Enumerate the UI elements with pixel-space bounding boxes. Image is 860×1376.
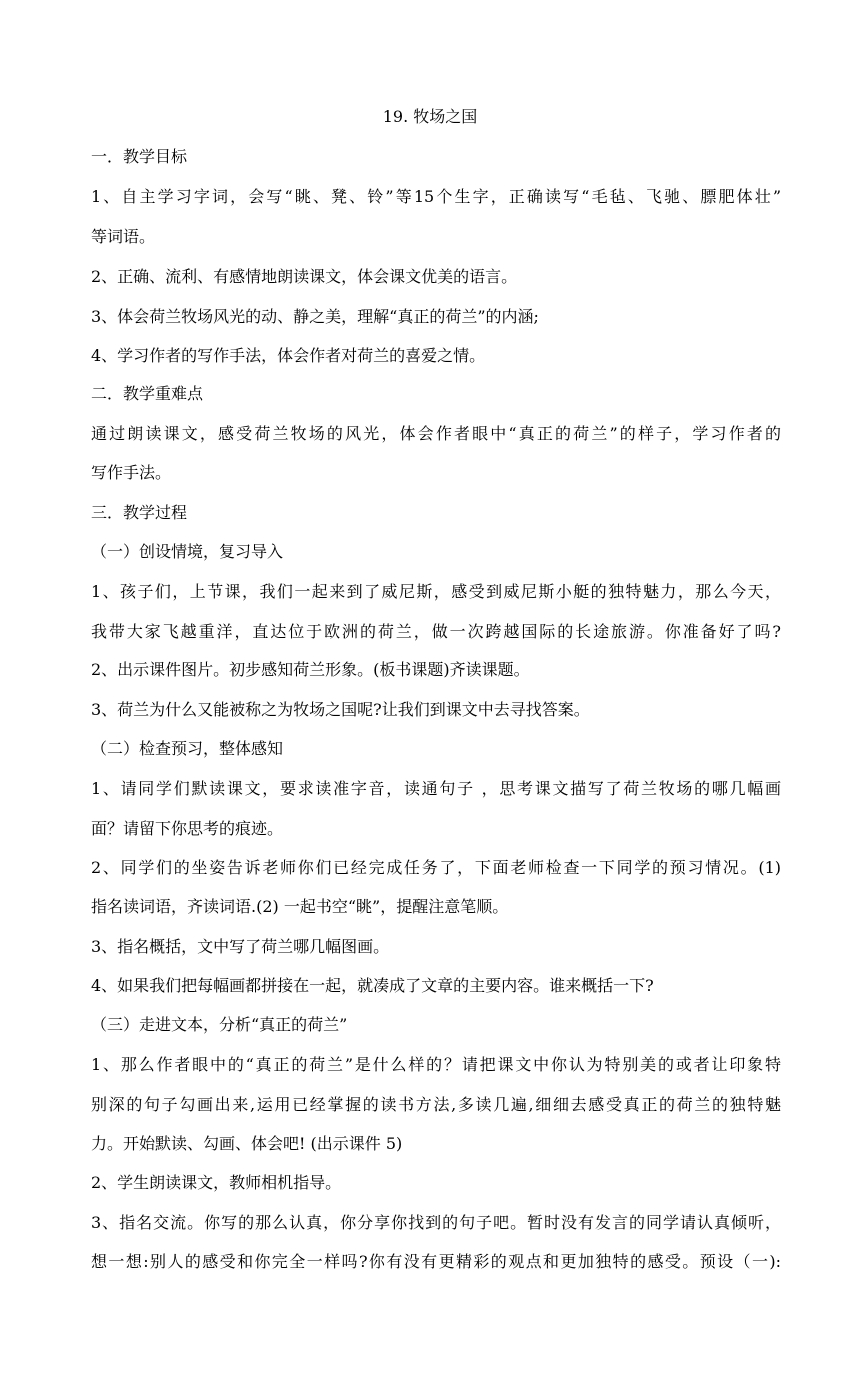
paragraph-line: 我带大家飞越重洋，直达位于欧洲的荷兰，做一次跨越国际的长途旅游。你准备好了吗? (91, 622, 781, 641)
paragraph-line: 1、孩子们，上节课，我们一起来到了威尼斯，感受到威尼斯小艇的独特魅力，那么今天， (91, 582, 781, 601)
paragraph-line: 力。开始默读、勾画、体会吧! (出示课件 5) (91, 1134, 403, 1153)
section-heading: 一．教学目标 (91, 147, 188, 166)
paragraph-line: 1、那么作者眼中的“真正的荷兰”是什么样的？请把课文中你认为特别美的或者让印象特 (91, 1055, 781, 1074)
paragraph-line: 通过朗读课文，感受荷兰牧场的风光，体会作者眼中“真正的荷兰”的样子，学习作者的 (91, 424, 781, 443)
paragraph-line: 3、荷兰为什么又能被称之为牧场之国呢?让我们到课文中去寻找答案。 (91, 700, 590, 719)
section-heading: 三．教学过程 (91, 503, 188, 522)
page-title: 19. 牧场之国 (382, 107, 478, 126)
paragraph-line: 2、同学们的坐姿告诉老师你们已经完成任务了，下面老师检查一下同学的预习情况。(1) (91, 858, 781, 877)
paragraph-line: 2、出示课件图片。初步感知荷兰形象。(板书课题)齐读课题。 (91, 660, 530, 679)
paragraph-line: 写作手法。 (91, 463, 172, 482)
paragraph-line: 面？请留下你思考的痕迹。 (91, 819, 284, 838)
paragraph-line: 指名读词语，齐读词语.(2) 一起书空“眺”，提醒注意笔顺。 (91, 897, 509, 916)
section-heading: 二．教学重难点 (91, 384, 204, 403)
paragraph-line: 3、体会荷兰牧场风光的动、静之美，理解“真正的荷兰”的内涵; (91, 307, 539, 326)
paragraph-line: 等词语。 (91, 227, 156, 246)
paragraph-line: 3、指名交流。你写的那么认真，你分享你找到的句子吧。暂时没有发言的同学请认真倾听， (91, 1213, 781, 1232)
subsection-heading: （二）检查预习，整体感知 (91, 739, 284, 758)
paragraph-line: 4、学习作者的写作手法，体会作者对荷兰的喜爱之情。 (91, 346, 486, 365)
paragraph-line: 2、学生朗读课文，教师相机指导。 (91, 1173, 342, 1192)
paragraph-line: 1、自主学习字词，会写“眺、凳、铃”等15个生字，正确读写“毛毡、飞驰、膘肥体壮” (91, 187, 781, 206)
paragraph-line: 4、如果我们把每幅画都拼接在一起，就凑成了文章的主要内容。谁来概括一下? (91, 976, 654, 995)
paragraph-line: 想一想:别人的感受和你完全一样吗?你有没有更精彩的观点和更加独特的感受。预设（一): (91, 1252, 781, 1271)
paragraph-line: 2、正确、流利、有感情地朗读课文，体会课文优美的语言。 (91, 267, 518, 286)
paragraph-line: 1、请同学们默读课文，要求读准字音，读通句子 ，思考课文描写了荷兰牧场的哪几幅画 (91, 779, 781, 798)
paragraph-line: 别深的句子勾画出来,运用已经掌握的读书方法,多读几遍,细细去感受真正的荷兰的独特魅 (91, 1095, 781, 1114)
paragraph-line: 3、指名概括，文中写了荷兰哪几幅图画。 (91, 937, 390, 956)
subsection-heading: （一）创设情境，复习导入 (91, 542, 284, 561)
subsection-heading: （三）走进文本，分析“真正的荷兰” (91, 1015, 348, 1034)
